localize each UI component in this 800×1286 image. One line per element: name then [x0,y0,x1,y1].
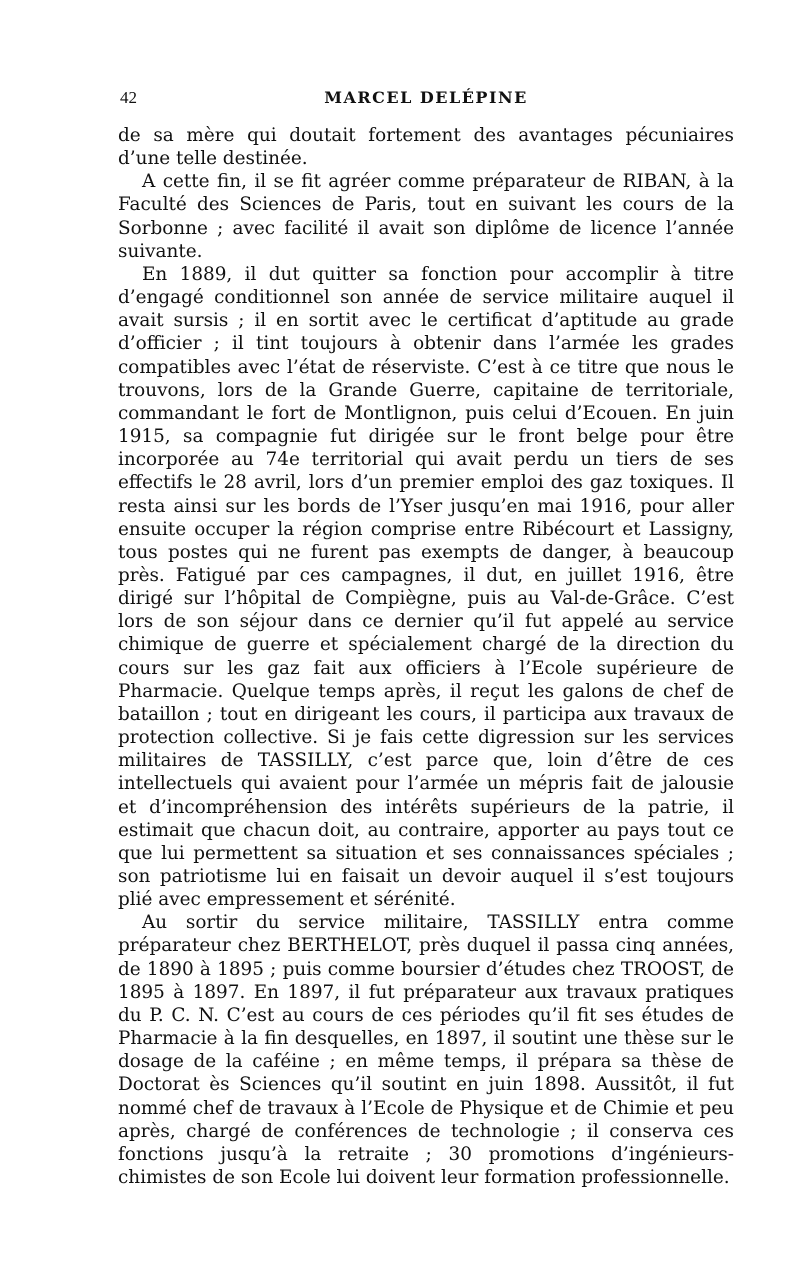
paragraph-continuation: de sa mère qui doutait fortement des avantages pécuniaires d’une telle destinée. [118,125,734,170]
running-title: MARCEL DELÉPINE [324,88,528,107]
running-head [120,88,732,112]
body-text [118,124,734,1189]
paragraph: A cette fin, il se fit agréer comme préparateur de RIBAN, à la Faculté des Sciences de Paris, tout en suivant les cours de la Sorbonne ; avec facilité il avait son diplôme de licence l’année suivante. [118,171,734,262]
paragraph: En 1889, il dut quitter sa fonction pour accomplir à titre d’engagé conditionnel son année de service militaire auquel il avait sursis ; il en sortit avec le certificat d’aptitude au grade d’officier ; il tint toujours à obtenir dans l’armée les grades compatibles avec l’état de réserviste. C’est à ce titre que nous le trouvons, lors de la Grande Guerre, capitaine de territoriale, commandant le fort de Montlignon, puis celui d’Ecouen. En juin 1915, sa compagnie fut dirigée sur le front belge pour être incorporée au 74e territorial qui avait perdu un tiers de ses effectifs le 28 avril, lors d’un premier emploi des gaz toxiques. Il resta ainsi sur les bords de l’Yser jusqu’en mai 1916, pour aller ensuite occuper la région comprise entre Ribécourt et Lassigny, tous postes qui ne furent pas exempts de danger, à beaucoup près. Fatigué par ces campagnes, il dut, en juillet 1916, être dirigé sur l’hôpital de Compiègne, puis au Val-de-Grâce. C’est lors de son séjour dans ce dernier qu’il fut appelé au service chimique de guerre et spécialement chargé de la direction du cours sur les gaz fait aux officiers à l’Ecole supérieure de Pharmacie. Quelque temps après, il reçut les galons de chef de bataillon ; tout en dirigeant les cours, il participa aux travaux de protection collective. Si je fais cette digression sur les services militaires de TASSILLY, c’est parce que, loin d’être de ces intellectuels qui avaient pour l’armée un mépris fait de jalousie et d’incompréhension des intérêts supérieurs de la patrie, il estimait que chacun doit, au contraire, apporter au pays tout ce que lui permettent sa situation et ses connaissances spéciales ; son patriotisme lui en faisait un devoir auquel il s’est toujours plié avec empressement et sérénité. [118,263,734,911]
page-number: 42 [120,88,137,107]
paragraph: Au sortir du service militaire, TASSILLY entra comme préparateur chez BERTHELOT, près duquel il passa cinq années, de 1890 à 1895 ; puis comme boursier d’études chez TROOST, de 1895 à 1897. En 1897, il fut préparateur aux travaux pratiques du P. C. N. C’est au cours de ces périodes qu’il fit ses études de Pharmacie à la fin desquelles, en 1897, il soutint une thèse sur le dosage de la caféine ; en même temps, il prépara sa thèse de Doctorat ès Sciences qu’il soutint en juin 1898. Aussitôt, il fut nommé chef de travaux à l’Ecole de Physique et de Chimie et peu après, chargé de conférences de technologie ; il conserva ces fonctions jusqu’à la retraite ; 30 promotions d’ingénieurs-chimistes de son Ecole lui doivent leur formation professionnelle. [118,912,734,1189]
